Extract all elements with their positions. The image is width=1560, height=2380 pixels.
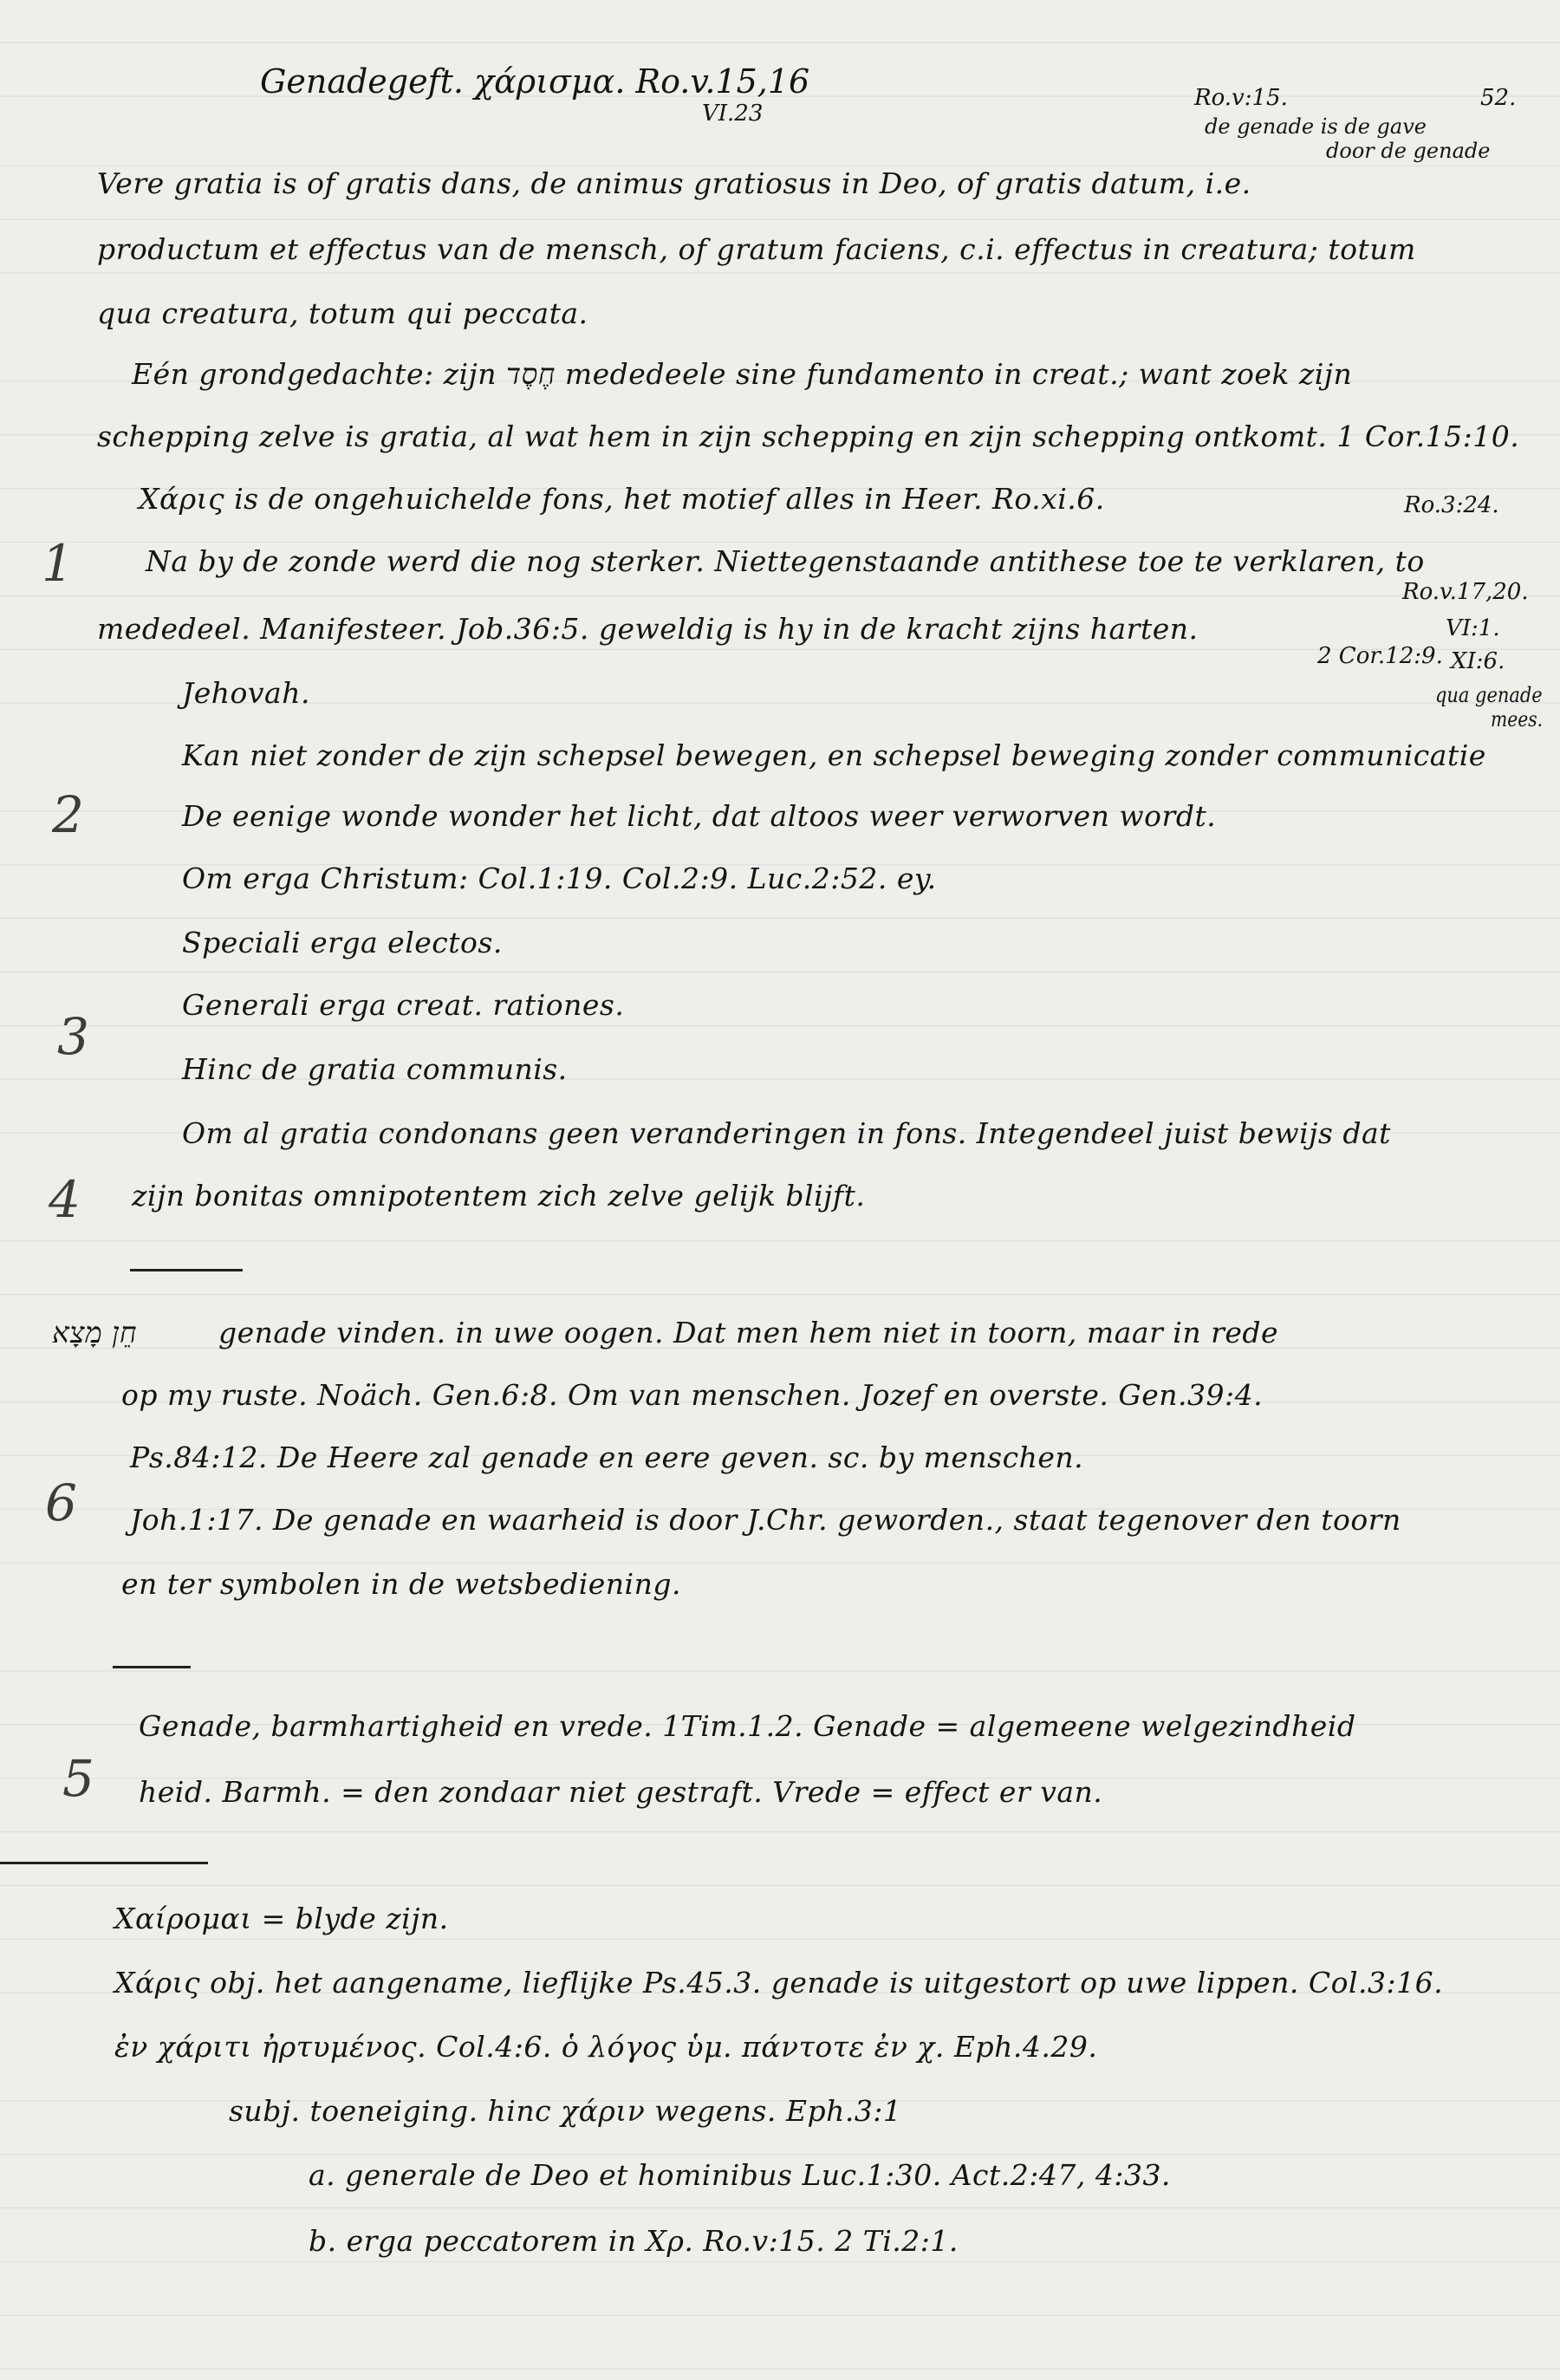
text-line: Generali erga creat. rationes. <box>182 988 625 1022</box>
text-line: Χαίρομαι = blyde zijn. <box>114 1902 449 1935</box>
margin-note-door: door de genade <box>1326 139 1491 163</box>
text-line: op my ruste. Noäch. Gen.6:8. Om van menschen. Jozef en overste. Gen.39:4. <box>121 1378 1264 1412</box>
text-line: Om erga Christum: Col.1:19. Col.2:9. Luc.2:52. ey. <box>182 862 937 895</box>
margin-ref-ro5-17: Ro.v.17,20. <box>1402 579 1529 605</box>
text-line: schepping zelve is gratia, al wat hem in zijn schepping en zijn schepping ontkomt. 1 Cor.15:10. <box>97 419 1520 453</box>
text-line: en ter symbolen in de wetsbediening. <box>121 1567 681 1601</box>
text-line: zijn bonitas omnipotentem zich zelve gelijk blijft. <box>132 1179 866 1213</box>
text-line: Jehovah. <box>182 676 310 710</box>
margin-number: 4 <box>49 1170 81 1229</box>
text-line: Ps.84:12. De Heere zal genade en eere geven. sc. by menschen. <box>130 1440 1084 1474</box>
margin-note-mees: mees. <box>1491 707 1544 732</box>
text-line: Χάρις is de ongehuichelde fons, het motief alles in Heer. Ro.xi.6. <box>139 482 1105 516</box>
page-title-subref: VI.23 <box>702 101 764 127</box>
text-line: qua creatura, totum qui peccata. <box>97 296 588 330</box>
margin-number: 1 <box>42 534 74 593</box>
page-number: 52. <box>1480 85 1517 111</box>
text-line: Vere gratia is of gratis dans, de animus gratiosus in Deo, of gratis datum, i.e. <box>97 166 1251 200</box>
text-line: Χάρις obj. het aangename, lieflijke Ps.45.3. genade is uitgestort op uwe lippen. Col.3:16. <box>114 1966 1444 2000</box>
text-line: ἐν χάριτι ἠρτυμένος. Col.4:6. ὁ λόγος ὑμ. πάντοτε ἐν χ. Eph.4.29. <box>114 2030 1098 2064</box>
margin-note-gratia: qua genade <box>1435 683 1543 707</box>
text-line: mededeel. Manifesteer. Job.36:5. geweldig is hy in de kracht zijns harten. <box>97 612 1199 646</box>
page-title: Genadegeft. χάρισμα. Ro.v.15,16 <box>260 62 810 101</box>
text-line: Om al gratia condonans geen veranderingen in fons. Integendeel juist bewijs dat <box>182 1116 1391 1150</box>
margin-number: 2 <box>52 785 84 844</box>
margin-note-gave: de genade is de gave <box>1205 114 1427 139</box>
margin-ref-xi: XI:6. <box>1451 648 1505 674</box>
section-divider <box>130 1269 243 1271</box>
section-divider <box>0 1862 208 1864</box>
text-line: b. erga peccatorem in Χρ. Ro.v:15. 2 Ti.2:1. <box>309 2224 959 2258</box>
margin-ref-vi: VI:1. <box>1446 615 1500 641</box>
hebrew-term: חֵן מָצָא <box>52 1316 138 1349</box>
margin-number: 5 <box>62 1749 94 1808</box>
margin-number: 3 <box>57 1007 89 1066</box>
section-divider <box>113 1666 191 1668</box>
text-line: Genade, barmhartigheid en vrede. 1Tim.1.2. Genade = algemeene welgezindheid <box>139 1709 1356 1743</box>
text-line: Kan niet zonder de zijn schepsel bewegen, en schepsel beweging zonder communicatie <box>182 738 1486 772</box>
text-line: Hinc de gratia communis. <box>182 1052 568 1086</box>
text-line: Speciali erga electos. <box>182 926 503 959</box>
text-line: a. generale de Deo et hominibus Luc.1:30. Act.2:47, 4:33. <box>309 2158 1171 2192</box>
text-line: heid. Barmh. = den zondaar niet gestraft. Vrede = effect er van. <box>139 1775 1103 1809</box>
text-line: Na by de zonde werd die nog sterker. Niettegenstaande antithese toe te verklaren, to <box>146 544 1425 578</box>
margin-number: 6 <box>45 1473 77 1532</box>
margin-ref-ro5: Ro.v:15. <box>1194 85 1288 111</box>
text-line: Joh.1:17. De genade en waarheid is door J.Chr. geworden., staat tegenover den toorn <box>130 1503 1401 1537</box>
margin-ref-2cor: 2 Cor.12:9. <box>1317 643 1443 669</box>
text-line: productum et effectus van de mensch, of gratum faciens, c.i. effectus in creatura; totum <box>97 232 1416 266</box>
text-line: De eenige wonde wonder het licht, dat altoos weer verworven wordt. <box>182 799 1217 833</box>
text-line: genade vinden. in uwe oogen. Dat men hem niet in toorn, maar in rede <box>218 1316 1279 1349</box>
text-line: subj. toeneiging. hinc χάριν wegens. Eph.3:1 <box>229 2094 902 2128</box>
text-line: Eén grondgedachte: zijn חֶסֶד mededeele sine fundamento in creat.; want zoek zijn <box>132 357 1353 391</box>
margin-ref-ro3: Ro.3:24. <box>1404 492 1499 518</box>
